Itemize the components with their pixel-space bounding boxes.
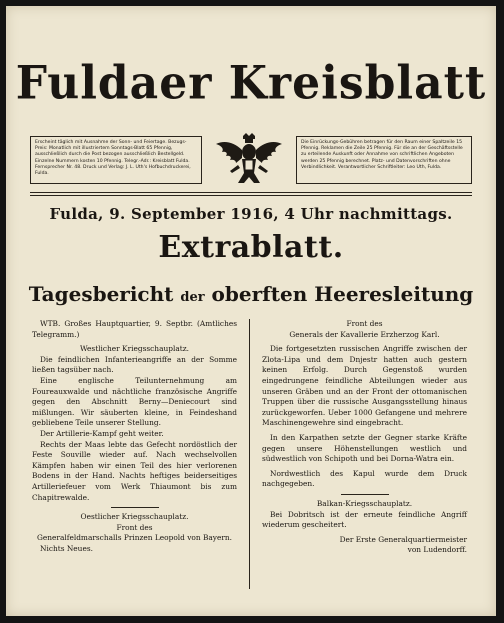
eagle-crest-icon [214, 132, 284, 190]
signature-line: Der Erste Generalquartiermeister [339, 534, 467, 544]
headline-part-1: Tagesbericht [28, 282, 174, 306]
masthead-title: Fuldaer Kreisblatt [15, 56, 487, 111]
paragraph: Die fortgesetzten russischen Angriffe zwischen der Zlota-Lipa und dem Dnjestr hatten auch gestern keinen Erfolg. Durch Gegenstoß wurden eingedrungene feindliche Abteilungen wieder aus unseren Gräben und an der Front der ottomanischen Truppen über die russische Ausgangsstellung hinaus zurückgeworfen. Ueber 1000 Gefangene und mehrere Maschinengewehre sind eingebracht. [262, 344, 467, 428]
section-title-balkan: Balkan-Kriegsschauplatz. [316, 498, 413, 508]
paragraph: Nordwestlich des Kapul wurde dem Druck nachgegeben. [262, 468, 467, 489]
headline-part-2: der [180, 290, 205, 305]
headline-part-3: oberften Heeresleitung [211, 282, 474, 306]
section-divider [341, 494, 389, 495]
newspaper-page [6, 6, 496, 616]
section-title-west: Westlicher Kriegsschauplatz. [80, 344, 189, 354]
masthead-rule-thin [30, 195, 472, 196]
front-title: Front des [346, 319, 383, 328]
right-column [262, 319, 467, 556]
section-divider [111, 507, 159, 508]
front-commander: Generalfeldmarschalls Prinzen Leopold von Bayern. [37, 533, 232, 543]
paragraph: Nichts Neues. [40, 543, 93, 553]
publication-info-box: Erscheint täglich mit Ausnahme der Sonn- und Feiertage. Bezugs-Preis: Monatlich mit illustriertem Sonntags-Blatt 65 Pfennig, ausschließlich durch die Post bezogen ausschließlich Bestellgeld. Einzelne Nummern kosten 10 Pfennig. Telegr.-Adr.: Kreisblatt Fulda. Fernsprecher Nr. 48. Druck und Verlag: J. L. Uth's Hofbuchdruckerei, Fulda. [30, 136, 202, 184]
section-title-east: Oestlicher Kriegsschauplatz. [80, 512, 189, 522]
dateline: Fulda, 9. September 1916, 4 Uhr nachmittags. [49, 205, 453, 223]
paragraph: Die feindlichen Infanterieangriffe an der Somme ließen tagsüber nach. [32, 354, 237, 375]
front-commander: Generals der Kavallerie Erzherzog Karl. [289, 329, 440, 339]
paragraph: Der Artillerie-Kampf geht weiter. [40, 428, 164, 438]
signature-name: von Ludendorff. [407, 545, 467, 555]
report-headline [6, 282, 496, 306]
paragraph: In den Karpathen setzte der Gegner starke Kräfte gegen unsere Höhenstellungen westlich und südwestlich von Schipoth und bei Dorna-Watra ein. [262, 432, 467, 464]
front-title: Front des [116, 522, 153, 532]
masthead-rule [30, 192, 472, 193]
intro-paragraph: WTB. Großes Hauptquartier, 9. Septbr. (Amtliches Telegramm.) [32, 319, 237, 339]
column-divider [249, 319, 250, 589]
extrablatt-heading: Extrablatt. [158, 230, 344, 265]
paragraph: Bei Dobritsch ist der erneute feindliche Angriff wiederum gescheitert. [262, 509, 467, 530]
advertising-info-box: Die Einrückungs-Gebühren betragen für den Raum einer Spaltzeile 15 Pfennig. Reklamen die Zeile 25 Pfennig. Für die an der Geschäftsstelle zu erteilende Auskunft oder Annahme von schriftlichen Angeboten werden 25 Pfennig berechnet. Platz- und Datenvorschriften ohne Verbindlichkeit. Verantwortlicher Schriftleiter: Leo Uth, Fulda. [296, 136, 472, 184]
left-column [32, 319, 237, 554]
paragraph: Eine englische Teilunternehmung am Foureauxwalde und nächtliche französische Angriffe gegen den Abschnitt Berny—Deniecourt sind mißlungen. Wir säuberten kleine, in Feindeshand gebliebene Teile unserer Stellung. [32, 375, 237, 428]
paragraph: Rechts der Maas lebte das Gefecht nordöstlich der Feste Souville wieder auf. Nach wechselvollen Kämpfen haben wir einen Teil des hier verlorenen Bodens in der Hand. Nachts heftiges beiderseitiges Artilleriefeuer vom Werk Thiaumont bis zum Chapitrewalde. [32, 439, 237, 502]
